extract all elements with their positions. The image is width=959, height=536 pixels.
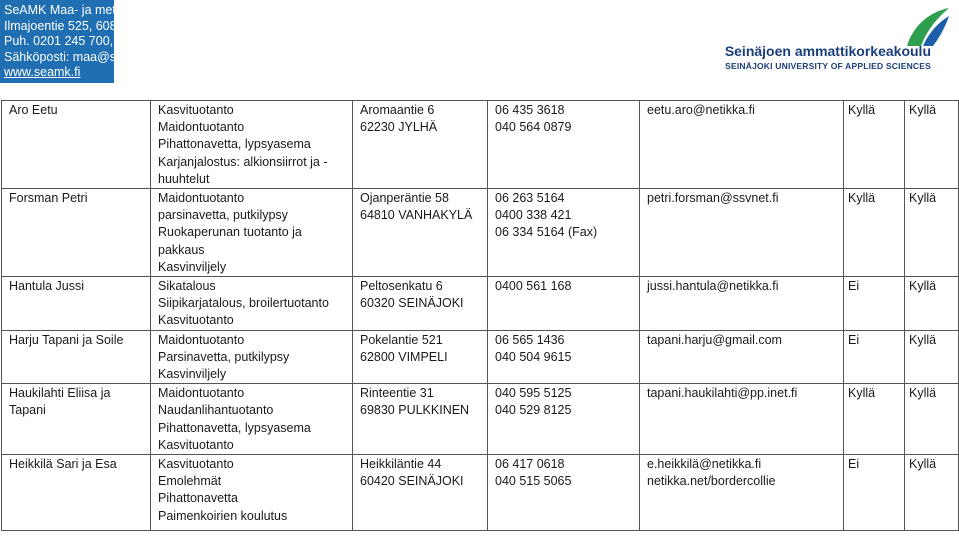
cell-text: Kasvituotanto [158, 457, 234, 472]
address-cell [353, 330, 488, 384]
flag-cell-b [905, 277, 959, 331]
cell-text: 60420 SEINÄJOKI [360, 474, 464, 489]
email-cell [640, 101, 844, 189]
name-cell [2, 101, 151, 189]
flag-value: Kyllä [909, 457, 937, 472]
cell-text: pakkaus [158, 242, 205, 257]
cell-text: Maidontuotanto [158, 191, 245, 206]
cell-text: Aro Eetu [9, 103, 58, 117]
email-link[interactable]: eetu.aro@netikka.fi [647, 103, 755, 117]
name-cell [2, 455, 151, 531]
address-cell [353, 455, 488, 531]
production-cell [151, 277, 353, 331]
name-cell [2, 277, 151, 331]
university-name: Seinäjoen ammattikorkeakoulu [724, 43, 931, 59]
cell-text: Heikkilä Sari ja Esa [9, 457, 117, 472]
flag-value: Kyllä [848, 191, 876, 206]
cell-text: 62800 VIMPELI [360, 349, 448, 364]
cell-text: Peltosenkatu 6 [360, 279, 443, 294]
email-cell [640, 189, 844, 277]
email-link[interactable]: netikka.net/bordercollie [647, 474, 776, 489]
cell-text: Pihattonavetta, lypsyasema [158, 420, 311, 435]
cell-text: Kasvituotanto [158, 437, 234, 452]
flag-cell-b [905, 101, 959, 189]
cell-text: Aromaantie 6 [360, 103, 435, 117]
flag-cell-a [844, 101, 905, 189]
cell-text: Maidontuotanto [158, 332, 245, 347]
email-link[interactable]: petri.forsman@ssvnet.fi [647, 191, 779, 206]
phone-cell [488, 455, 640, 531]
flag-value: Kyllä [848, 103, 876, 117]
flag-cell-a [844, 277, 905, 331]
cell-text: 62230 JYLHÄ [360, 120, 438, 135]
production-cell [151, 455, 353, 531]
cell-text: Ruokaperunan tuotanto ja [158, 225, 302, 240]
organization-contact-block [0, 0, 218, 83]
address-cell [353, 189, 488, 277]
cell-text: Haukilahti Eliisa ja [9, 386, 111, 401]
cell-text: 60320 SEINÄJOKI [360, 296, 464, 311]
table-row [2, 277, 959, 331]
cell-text: Naudanlihantuotanto [158, 403, 274, 418]
cell-text: parsinavetta, putkilypsy [158, 208, 288, 223]
cell-text: Rinteentie 31 [360, 386, 434, 401]
email-cell [640, 455, 844, 531]
cell-text: Harju Tapani ja Soile [9, 332, 124, 347]
cell-text: 040 515 5065 [495, 474, 572, 489]
production-cell [151, 330, 353, 384]
cell-text: 69830 PULKKINEN [360, 403, 470, 418]
email-cell [640, 330, 844, 384]
flag-cell-b [905, 455, 959, 531]
flag-cell-a [844, 455, 905, 531]
address-cell [353, 277, 488, 331]
address-cell [353, 384, 488, 455]
production-cell [151, 189, 353, 277]
email-link[interactable]: jussi.hantula@netikka.fi [647, 279, 779, 294]
cell-text: 06 565 1436 [495, 332, 565, 347]
cell-text: Kasvituotanto [158, 103, 234, 117]
phone-cell [488, 330, 640, 384]
cell-text: Pihattonavetta [158, 491, 238, 506]
cell-text: Tapani [9, 403, 46, 418]
cell-text: 06 334 5164 (Fax) [495, 225, 598, 240]
phone-cell [488, 277, 640, 331]
flag-cell-a [844, 189, 905, 277]
flag-value: Kyllä [909, 386, 937, 401]
org-name: SeAMK Maa- ja metsätalous [4, 3, 163, 17]
name-cell [2, 330, 151, 384]
cell-text: Siipikarjatalous, broilertuotanto [158, 296, 329, 311]
cell-text: Karjanjalostus: alkionsiirrot ja - [158, 154, 328, 169]
cell-text: Kasvinviljely [158, 259, 227, 274]
flag-cell-b [905, 189, 959, 277]
flag-value: Kyllä [909, 191, 937, 206]
flag-value: Ei [848, 279, 860, 294]
email-cell [640, 384, 844, 455]
cell-text: Kasvinviljely [158, 367, 227, 382]
flag-value: Kyllä [909, 279, 937, 294]
cell-text: 0400 338 421 [495, 208, 572, 223]
cell-text: 06 435 3618 [495, 103, 565, 117]
phone-cell [488, 384, 640, 455]
production-cell [151, 101, 353, 189]
cell-text: Hantula Jussi [9, 279, 85, 294]
cell-text: Maidontuotanto [158, 120, 245, 135]
table-row [2, 384, 959, 455]
cell-text: 06 417 0618 [495, 457, 565, 472]
org-email: Sähköposti: maa@seamk.fi [4, 49, 157, 64]
email-cell [640, 277, 844, 331]
flag-cell-b [905, 384, 959, 455]
cell-text: Ojanperäntie 58 [360, 191, 449, 206]
cell-text: Pihattonavetta, lypsyasema [158, 137, 311, 152]
flag-cell-a [844, 330, 905, 384]
cell-text: Maidontuotanto [158, 386, 245, 401]
cell-text: 040 529 8125 [495, 403, 572, 418]
cell-text: huuhtelut [158, 171, 210, 186]
production-cell [151, 384, 353, 455]
cell-text: Emolehmät [158, 474, 222, 489]
name-cell [2, 189, 151, 277]
flag-value: Ei [848, 457, 860, 472]
flag-value: Ei [848, 332, 860, 347]
cell-text: Pokelantie 521 [360, 332, 443, 347]
flag-value: Kyllä [909, 103, 937, 117]
cell-text: Parsinavetta, putkilypsy [158, 349, 290, 364]
address-cell [353, 101, 488, 189]
cell-text: 0400 561 168 [495, 279, 572, 294]
cell-text: 64810 VANHAKYLÄ [360, 208, 473, 223]
flag-value: Kyllä [848, 386, 876, 401]
name-cell [2, 384, 151, 455]
flag-cell-b [905, 330, 959, 384]
cell-text: Kasvituotanto [158, 313, 234, 328]
cell-text: 040 595 5125 [495, 386, 572, 401]
email-link[interactable]: tapani.haukilahti@pp.inet.fi [647, 386, 798, 401]
phone-cell [488, 101, 640, 189]
table-row [2, 330, 959, 384]
email-link[interactable]: tapani.harju@gmail.com [647, 332, 782, 347]
cell-text: 040 564 0879 [495, 120, 572, 135]
cell-text: Forsman Petri [9, 191, 88, 206]
cell-text: Sikatalous [158, 279, 216, 294]
cell-text: 040 504 9615 [495, 349, 572, 364]
university-subtitle: SEINÄJOKI UNIVERSITY OF APPLIED SCIENCES [725, 61, 931, 71]
org-website-link[interactable]: www.seamk.fi [4, 65, 81, 79]
farm-register-table [1, 100, 959, 531]
email-link[interactable]: e.heikkilä@netikka.fi [647, 457, 762, 472]
cell-text: Heikkiläntie 44 [360, 457, 442, 472]
table-row [2, 189, 959, 277]
cell-text: Paimenkoirien koulutus [158, 508, 288, 523]
table-body [2, 101, 959, 531]
phone-cell [488, 189, 640, 277]
flag-cell-a [844, 384, 905, 455]
flag-value: Kyllä [909, 332, 937, 347]
cell-text: 06 263 5164 [495, 191, 565, 206]
org-address: Ilmajoentie 525, 60800 ILMAJOKI [4, 18, 191, 33]
table-row [2, 455, 959, 531]
table-row [2, 101, 959, 189]
org-phone-fax: Puh. 0201 245 700, Fax 0201 245 701 [4, 34, 218, 48]
university-logo [701, 6, 951, 71]
